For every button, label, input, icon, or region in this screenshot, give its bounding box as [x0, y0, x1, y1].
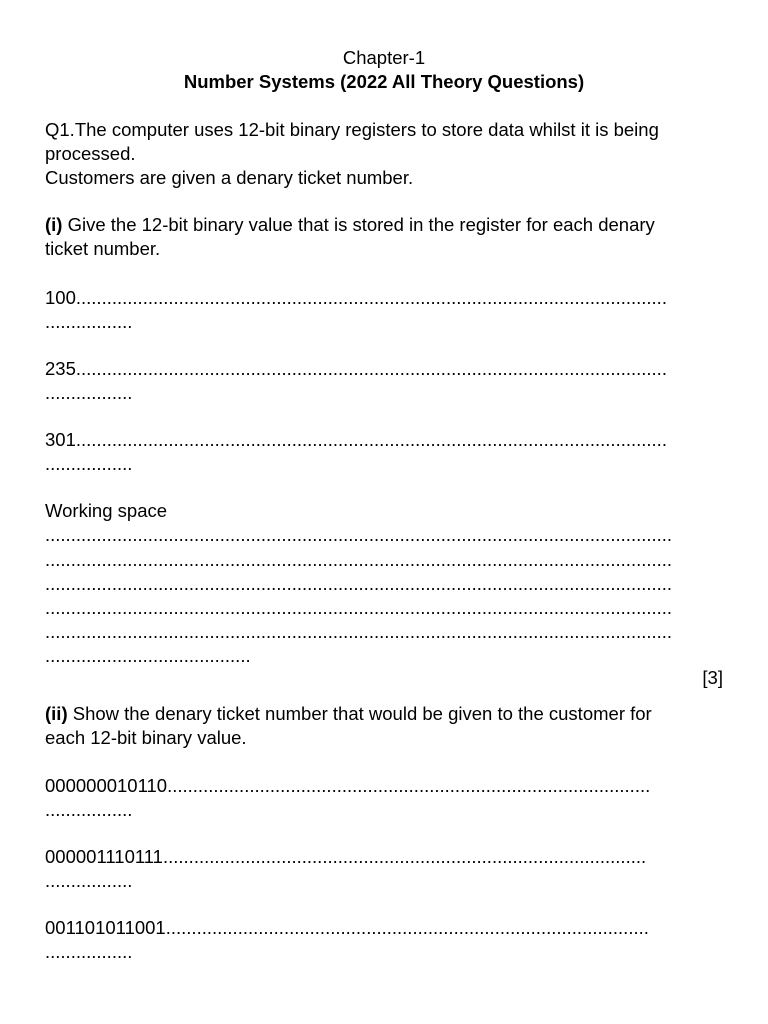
answer-line[interactable] [45, 774, 725, 798]
answer-prompt: 100 [45, 287, 76, 308]
working-space-line[interactable]: ........................................ [45, 645, 251, 666]
question-stem-line-2: processed. [45, 143, 136, 164]
answer-line[interactable] [45, 428, 725, 452]
answer-line[interactable] [45, 916, 725, 940]
answer-dots: .............................................................................................. [162, 846, 647, 867]
working-space-line[interactable]: .......................................................................................................................... [45, 524, 673, 545]
working-space-line[interactable]: .......................................................................................................................... [45, 573, 673, 594]
answer-dots: ................................................................................................................... [75, 358, 667, 379]
chapter-heading: Chapter-1 [342, 47, 426, 68]
answer-line[interactable] [45, 286, 725, 310]
answer-line-continuation[interactable]: ................. [45, 870, 133, 891]
part-i-instruction-line-2: ticket number. [45, 238, 161, 259]
answer-prompt: 301 [45, 429, 76, 450]
answer-line-continuation[interactable]: ................. [45, 941, 133, 962]
answer-line[interactable] [45, 357, 725, 381]
working-space-line[interactable]: .......................................................................................................................... [45, 549, 673, 570]
part-ii-text: Show the denary ticket number that would be given to the customer for [67, 703, 652, 724]
answer-line-continuation[interactable]: ................. [45, 799, 133, 820]
answer-dots: ................................................................................................................... [75, 287, 667, 308]
working-space-label: Working space [45, 500, 168, 521]
answer-line-continuation[interactable]: ................. [45, 382, 133, 403]
answer-prompt: 001101011001 [45, 917, 166, 938]
answer-prompt: 000001110111 [45, 846, 163, 867]
answer-line-continuation[interactable]: ................. [45, 311, 133, 332]
marks-indicator: [3] [702, 667, 723, 688]
answer-dots: .............................................................................................. [165, 917, 649, 938]
part-i-instruction-line-1 [45, 213, 725, 237]
working-space-line[interactable]: .......................................................................................................................... [45, 621, 673, 642]
working-space-line[interactable]: .......................................................................................................................... [45, 597, 673, 618]
part-ii-label: (ii) [45, 703, 68, 724]
question-stem-line-1: Q1.The computer uses 12-bit binary registers to store data whilst it is being [45, 119, 659, 140]
question-stem-line-3: Customers are given a denary ticket number. [45, 167, 414, 188]
answer-prompt: 235 [45, 358, 76, 379]
part-ii-instruction-line-1 [45, 702, 725, 726]
answer-line[interactable] [45, 845, 725, 869]
part-i-text: Give the 12-bit binary value that is stored in the register for each denary [62, 214, 655, 235]
answer-prompt: 000000010110 [45, 775, 168, 796]
page-title: Number Systems (2022 All Theory Questions) [183, 71, 585, 92]
answer-dots: ................................................................................................................... [75, 429, 667, 450]
answer-dots: .............................................................................................. [167, 775, 651, 796]
part-i-label: (i) [45, 214, 63, 235]
answer-line-continuation[interactable]: ................. [45, 453, 133, 474]
part-ii-instruction-line-2: each 12-bit binary value. [45, 727, 247, 748]
